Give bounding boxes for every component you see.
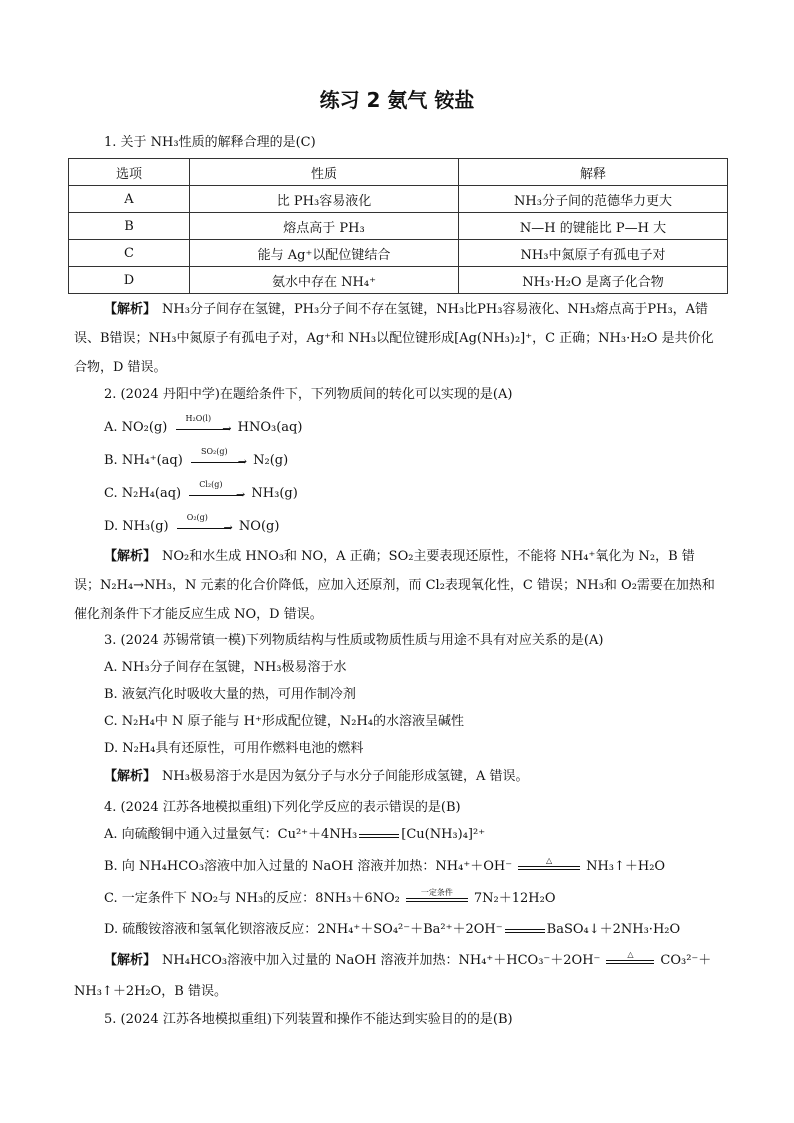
analysis-tag: 【解析】	[104, 549, 157, 564]
q1-table	[68, 158, 728, 294]
option-product: NO(g)	[238, 519, 280, 534]
table-cell: NH₃分子间的范德华力更大	[459, 186, 728, 213]
q2-analysis	[74, 542, 720, 629]
table-cell: 氨水中存在 NH₄⁺	[190, 267, 459, 294]
table-header: 选项	[69, 159, 190, 186]
option-product: BaSO₄↓＋2NH₃·H₂O	[546, 922, 681, 937]
equals-sign-icon	[606, 949, 654, 968]
q1-stem: 1. 关于 NH₃性质的解释合理的是(C)	[104, 135, 316, 150]
option-product: NH₃(g)	[251, 486, 298, 501]
analysis-tag: 【解析】	[104, 953, 157, 968]
q3-option-b: B. 液氨汽化时吸收大量的热，可用作制冷剂	[104, 687, 356, 702]
option-reactant: D. 硫酸铵溶液和氢氧化钡溶液反应：2NH₄⁺＋SO₄²⁻＋Ba²⁺＋2OH⁻	[104, 922, 503, 937]
q4-option-c	[104, 887, 556, 908]
option-reactant: B. NH₄⁺(aq)	[104, 453, 183, 468]
table-cell: D	[69, 267, 190, 294]
option-product: [Cu(NH₃)₄]²⁺	[401, 827, 486, 842]
reaction-arrow-icon: SO₂(g) →	[191, 454, 245, 468]
reaction-condition: H₂O(l)	[185, 413, 212, 423]
option-reactant: C. 一定条件下 NO₂与 NH₃的反应：8NH₃＋6NO₂	[104, 891, 400, 906]
option-product: NH₃↑＋H₂O	[586, 859, 666, 874]
table-row	[69, 186, 728, 213]
q4-stem: 4. (2024 江苏各地模拟重组)下列化学反应的表示错误的是(B)	[104, 800, 461, 815]
q2-option-b	[104, 446, 289, 470]
q3-option-d: D. N₂H₄具有还原性，可用作燃料电池的燃料	[104, 741, 364, 756]
q4-option-d	[104, 921, 680, 939]
table-header-row	[69, 159, 728, 186]
q3-option-a: A. NH₃分子间存在氢键，NH₃极易溶于水	[104, 660, 347, 675]
q3-option-c: C. N₂H₄中 N 原子能与 H⁺形成配位键，N₂H₄的水溶液呈碱性	[104, 714, 464, 729]
reaction-condition: O₂(g)	[186, 512, 208, 522]
q5-stem: 5. (2024 江苏各地模拟重组)下列装置和操作不能达到实验目的的是(B)	[104, 1012, 513, 1027]
q4-analysis-line2: NH₃↑＋2H₂O，B 错误。	[74, 984, 227, 999]
reaction-condition: △	[545, 855, 553, 865]
option-reactant: A. 向硫酸铜中通入过量氨气：Cu²⁺＋4NH₃	[104, 827, 358, 842]
reaction-condition: △	[627, 949, 634, 959]
reaction-condition: 一定条件	[420, 887, 453, 897]
equals-sign-icon	[359, 828, 399, 842]
table-row	[69, 213, 728, 240]
option-product: N₂(g)	[253, 453, 289, 468]
analysis-tag: 【解析】	[104, 302, 157, 317]
option-reactant: C. N₂H₄(aq)	[104, 486, 182, 501]
equals-sign-icon	[518, 855, 580, 874]
table-header: 解释	[459, 159, 728, 186]
q2-stem: 2. (2024 丹阳中学)在题给条件下，下列物质间的转化可以实现的是(A)	[104, 387, 513, 402]
q2-option-c	[104, 479, 298, 503]
q4-option-a	[104, 826, 485, 844]
q2-option-d	[104, 512, 280, 536]
table-cell: C	[69, 240, 190, 267]
table-cell: NH₃中氮原子有孤电子对	[459, 240, 728, 267]
option-product: 7N₂＋12H₂O	[473, 891, 556, 906]
table-cell: NH₃·H₂O 是离子化合物	[459, 267, 728, 294]
option-reactant: A. NO₂(g)	[104, 420, 168, 435]
table-cell: 熔点高于 PH₃	[190, 213, 459, 240]
table-row	[69, 267, 728, 294]
analysis-text: NH₄HCO₃溶液中加入过量的 NaOH 溶液并加热：NH₄⁺＋HCO₃⁻＋2OH⁻	[162, 953, 601, 968]
option-reactant: B. 向 NH₄HCO₃溶液中加入过量的 NaOH 溶液并加热：NH₄⁺＋OH⁻	[104, 859, 513, 874]
table-row	[69, 240, 728, 267]
table-cell: N—H 的键能比 P—H 大	[459, 213, 728, 240]
analysis-tag: 【解析】	[104, 769, 157, 784]
table-cell: B	[69, 213, 190, 240]
page-title: 练习 2 氨气 铵盐	[319, 88, 475, 112]
reaction-arrow-icon: O₂(g) →	[177, 520, 231, 534]
table-cell: A	[69, 186, 190, 213]
table-cell: 比 PH₃容易液化	[190, 186, 459, 213]
q3-analysis	[74, 762, 720, 791]
option-reactant: D. NH₃(g)	[104, 519, 169, 534]
table-cell: 能与 Ag⁺以配位键结合	[190, 240, 459, 267]
analysis-text: NH₃极易溶于水是因为氨分子与水分子间能形成氢键，A 错误。	[162, 769, 529, 784]
option-product: HNO₃(aq)	[237, 420, 303, 435]
q3-stem: 3. (2024 苏锡常镇一模)下列物质结构与性质或物质性质与用途不具有对应关系的是(A)	[104, 633, 604, 648]
analysis-text: CO₃²⁻＋	[660, 953, 712, 968]
equals-sign-icon	[505, 923, 545, 937]
equals-sign-icon	[406, 887, 468, 906]
table-header: 性质	[190, 159, 459, 186]
q2-option-a	[104, 413, 303, 437]
q1-analysis	[74, 295, 720, 382]
reaction-arrow-icon: H₂O(l) →	[176, 421, 230, 435]
q4-option-b	[104, 855, 666, 876]
q4-analysis-line1	[74, 949, 734, 970]
reaction-condition: Cl₂(g)	[199, 479, 223, 489]
analysis-text: NO₂和水生成 HNO₃和 NO，A 正确；SO₂主要表现还原性，不能将 NH₄⁺氧化为 N₂，B 错误；N₂H₄→NH₃，N 元素的化合价降低，应加入还原剂，而 Cl₂表现氧化性，C 错误；NH₃和 O₂需要在加热和催化剂条件下才能反应生成 NO，D 错误。	[74, 549, 715, 622]
reaction-condition: SO₂(g)	[200, 446, 228, 456]
analysis-text: NH₃分子间存在氢键，PH₃分子间不存在氢键，NH₃比PH₃容易液化、NH₃熔点高于PH₃，A错误、B错误；NH₃中氮原子有孤电子对，Ag⁺和 NH₃以配位键形成[Ag(NH₃)₂]⁺，C 正确；NH₃·H₂O 是共价化合物，D 错误。	[74, 302, 714, 375]
reaction-arrow-icon: Cl₂(g) →	[189, 487, 243, 501]
